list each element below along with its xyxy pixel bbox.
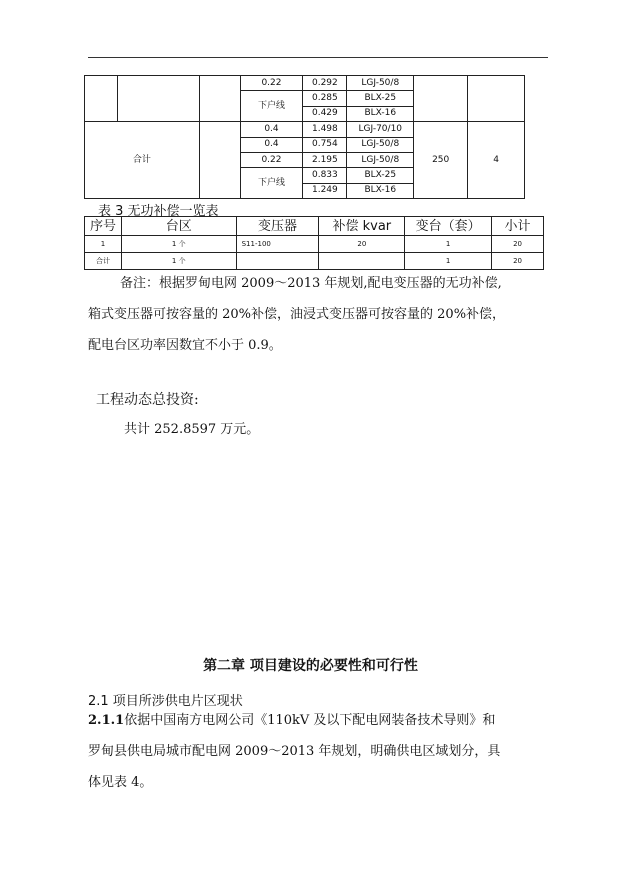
voltage-cell: 0.4 bbox=[240, 122, 303, 137]
voltage-cell: 下户线 bbox=[240, 91, 303, 122]
table-row bbox=[85, 236, 544, 253]
header-cell: 变台（套） bbox=[405, 217, 492, 236]
investment-title: 工程动态总投资: bbox=[96, 392, 199, 408]
header-cell: 小计 bbox=[492, 217, 544, 236]
note-line: 箱式变压器可按容量的 20%补偿，油浸式变压器可按容量的 20%补偿， bbox=[88, 307, 506, 322]
wire-cell: LGJ-70/10 bbox=[347, 122, 414, 137]
table-row bbox=[85, 76, 525, 91]
table-cell bbox=[236, 253, 319, 270]
section-body-line: 体见表 4。 bbox=[88, 775, 153, 790]
section-title: 2.1 项目所涉供电片区现状 bbox=[88, 694, 243, 709]
header-rule bbox=[88, 57, 548, 58]
line-summary-table bbox=[84, 75, 525, 199]
length-cell: 0.754 bbox=[303, 137, 347, 152]
total-label: 合计 bbox=[85, 122, 200, 199]
length-cell: 2.195 bbox=[303, 152, 347, 167]
table-row bbox=[85, 253, 544, 270]
voltage-cell: 0.22 bbox=[240, 152, 303, 167]
section-text: 依据中国南方电网公司《110kV 及以下配电网装备技术导则》和 bbox=[124, 713, 496, 728]
header-cell: 补偿 kvar bbox=[319, 217, 405, 236]
table3-caption: 表 3 无功补偿一览表 bbox=[98, 204, 219, 219]
table-cell bbox=[319, 253, 405, 270]
length-cell: 1.498 bbox=[303, 122, 347, 137]
wire-cell: BLX-25 bbox=[347, 168, 414, 183]
header-cell: 变压器 bbox=[236, 217, 319, 236]
section-body-line: 罗甸县供电局城市配电网 2009～2013 年规划，明确供电区域划分，具 bbox=[88, 744, 501, 759]
table-cell: 1 bbox=[405, 253, 492, 270]
table-cell: S11-100 bbox=[236, 236, 319, 253]
voltage-cell: 0.22 bbox=[240, 76, 303, 91]
section-body-line bbox=[88, 705, 495, 736]
length-cell: 0.429 bbox=[303, 106, 347, 121]
wire-cell: LGJ-50/8 bbox=[347, 137, 414, 152]
table-cell: 20 bbox=[492, 253, 544, 270]
voltage-cell: 0.4 bbox=[240, 137, 303, 152]
table-cell: 合计 bbox=[85, 253, 122, 270]
wire-cell: BLX-25 bbox=[347, 91, 414, 106]
note-line: 备注：根据罗甸电网 2009～2013 年规划,配电变压器的无功补偿, bbox=[120, 276, 502, 291]
table-row bbox=[85, 122, 525, 137]
wire-cell: LGJ-50/8 bbox=[347, 76, 414, 91]
wire-cell: BLX-16 bbox=[347, 106, 414, 121]
header-cell: 序号 bbox=[85, 217, 122, 236]
voltage-cell: 下户线 bbox=[240, 168, 303, 199]
table-cell: 20 bbox=[319, 236, 405, 253]
length-cell: 0.833 bbox=[303, 168, 347, 183]
length-cell: 1.249 bbox=[303, 183, 347, 198]
table-cell: 1 个 bbox=[121, 236, 236, 253]
reactive-compensation-table bbox=[84, 216, 544, 270]
table-cell: 20 bbox=[492, 236, 544, 253]
length-cell: 0.292 bbox=[303, 76, 347, 91]
table-cell: 1 个 bbox=[121, 253, 236, 270]
note-line: 配电台区功率因数宜不小于 0.9。 bbox=[88, 338, 282, 353]
clause-number: 2.1.1 bbox=[88, 713, 125, 728]
total-count: 4 bbox=[468, 122, 525, 199]
chapter-title: 第二章 项目建设的必要性和可行性 bbox=[203, 658, 418, 674]
length-cell: 0.285 bbox=[303, 91, 347, 106]
table-cell: 1 bbox=[405, 236, 492, 253]
total-capacity: 250 bbox=[414, 122, 468, 199]
wire-cell: BLX-16 bbox=[347, 183, 414, 198]
table-cell: 1 bbox=[85, 236, 122, 253]
header-cell: 台区 bbox=[121, 217, 236, 236]
investment-value: 共计 252.8597 万元。 bbox=[124, 422, 260, 437]
table-header-row bbox=[85, 217, 544, 236]
wire-cell: LGJ-50/8 bbox=[347, 152, 414, 167]
